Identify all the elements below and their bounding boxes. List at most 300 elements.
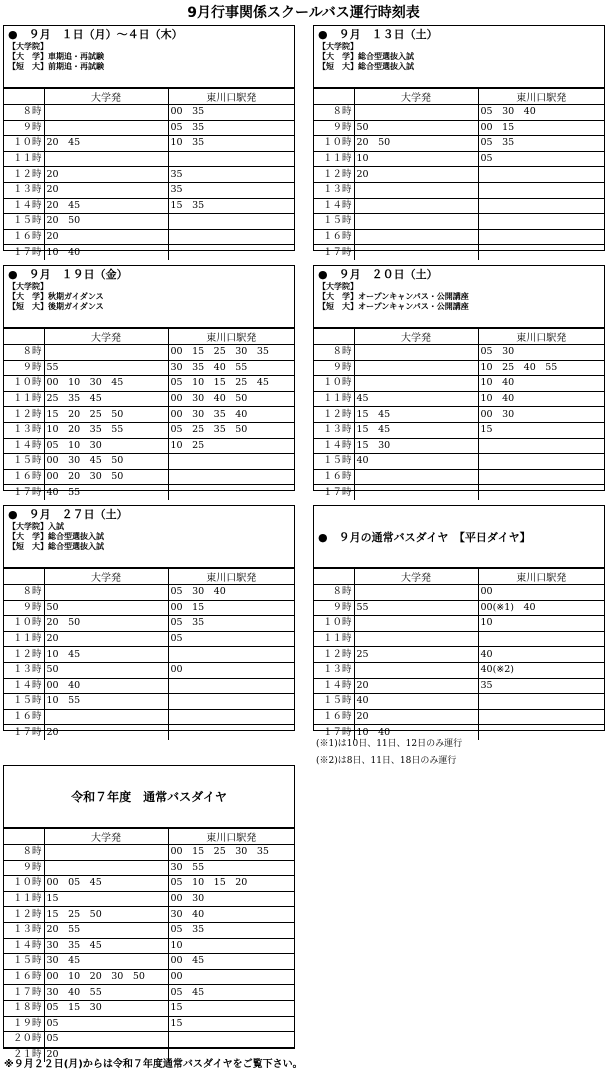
from-station-cell <box>168 1032 294 1048</box>
schedule-event-line: 【短 大】前期追・再試験 <box>8 62 104 71</box>
schedule-sep-13 <box>313 25 605 258</box>
schedule-header <box>314 26 604 88</box>
from-univ-cell: 10 20 35 55 <box>44 422 168 438</box>
from-univ-header: 大学発 <box>44 569 168 585</box>
from-univ-cell: 20 50 <box>44 616 168 632</box>
hour-cell: １７時 <box>4 485 44 500</box>
from-univ-header: 大学発 <box>354 569 478 585</box>
from-univ-cell: 00 30 45 50 <box>44 454 168 470</box>
table-row <box>4 214 294 230</box>
table-row <box>314 631 604 647</box>
schedule-date: ● ９月 １３日（土） <box>318 28 438 41</box>
table-row <box>314 694 604 710</box>
from-univ-cell: 45 <box>354 391 478 407</box>
hour-cell: １５時 <box>4 694 44 710</box>
from-station-header: 東川口駅発 <box>168 569 294 585</box>
from-univ-cell: 20 <box>44 182 168 198</box>
schedule-event-line: 【大 学】秋期ガイダンス <box>8 292 104 301</box>
table-row <box>314 709 604 725</box>
table-row <box>4 647 294 663</box>
hour-cell: ９時 <box>314 120 354 136</box>
from-station-cell <box>168 647 294 663</box>
from-station-cell: 00 35 <box>168 105 294 121</box>
hour-cell: １３時 <box>4 182 44 198</box>
table-row <box>314 214 604 230</box>
from-station-cell: 00 30 35 40 <box>168 407 294 423</box>
table-row <box>314 151 604 167</box>
hour-cell: １５時 <box>314 454 354 470</box>
hour-cell: ９時 <box>4 360 44 376</box>
from-univ-cell: 20 <box>354 167 478 183</box>
column-header-row <box>314 89 604 105</box>
schedule-heading: ● ９月の通常バスダイヤ 【平日ダイヤ】 <box>318 530 531 544</box>
from-station-cell: 35 <box>168 167 294 183</box>
from-station-cell: 00 45 <box>168 954 294 970</box>
from-station-cell: 00 15 <box>168 600 294 616</box>
from-univ-cell: 15 45 <box>354 407 478 423</box>
from-univ-cell <box>354 631 478 647</box>
table-row <box>314 345 604 361</box>
hour-cell: １４時 <box>314 198 354 214</box>
hour-cell: １３時 <box>314 662 354 678</box>
table-row <box>314 438 604 454</box>
table-row <box>314 616 604 632</box>
hour-cell: １２時 <box>4 407 44 423</box>
from-univ-cell: 15 30 <box>354 438 478 454</box>
hour-cell: ８時 <box>4 105 44 121</box>
from-station-cell <box>168 694 294 710</box>
table-row <box>4 182 294 198</box>
from-univ-cell <box>44 345 168 361</box>
from-univ-cell: 25 35 45 <box>44 391 168 407</box>
from-station-cell: 05 30 40 <box>168 585 294 601</box>
table-row <box>4 485 294 500</box>
schedule-event-line: 【大学院】 <box>8 42 48 51</box>
table-row <box>314 229 604 245</box>
from-station-cell <box>478 725 604 740</box>
from-univ-cell: 20 <box>44 229 168 245</box>
hour-cell: ８時 <box>4 845 44 861</box>
note-1: (※1)は10日、11日、12日のみ運行 <box>316 739 463 749</box>
timetable <box>4 568 294 740</box>
from-station-cell <box>478 229 604 245</box>
hour-column-header <box>314 89 354 105</box>
hour-cell: １５時 <box>4 954 44 970</box>
from-univ-cell: 15 25 50 <box>44 907 168 923</box>
from-univ-cell <box>44 151 168 167</box>
hour-cell: １１時 <box>4 891 44 907</box>
hour-cell: ８時 <box>4 585 44 601</box>
hour-cell: ９時 <box>4 860 44 876</box>
table-row <box>4 120 294 136</box>
from-univ-cell: 20 <box>44 1047 168 1062</box>
timetable <box>314 328 604 500</box>
schedule-event-line: 【短 大】総合型選抜入試 <box>8 542 104 551</box>
from-univ-cell: 40 55 <box>44 485 168 500</box>
from-station-cell: 05 10 15 20 <box>168 876 294 892</box>
from-station-cell: 00 15 25 30 35 <box>168 345 294 361</box>
hour-cell: ９時 <box>4 120 44 136</box>
hour-cell: １２時 <box>314 647 354 663</box>
table-row <box>4 407 294 423</box>
table-row <box>4 454 294 470</box>
from-univ-cell: 15 45 <box>354 422 478 438</box>
table-row <box>4 969 294 985</box>
hour-cell: ８時 <box>314 345 354 361</box>
from-univ-cell: 20 45 <box>44 136 168 152</box>
timetable <box>314 88 604 260</box>
hour-cell: １４時 <box>4 438 44 454</box>
schedule-date: ● ９月 １日（月）～４日（木） <box>8 28 183 41</box>
from-univ-cell: 20 45 <box>44 198 168 214</box>
schedule-sep-1-4 <box>3 25 295 258</box>
from-univ-cell: 20 55 <box>44 922 168 938</box>
hour-cell: ２１時 <box>4 1047 44 1062</box>
table-row <box>4 678 294 694</box>
from-univ-cell <box>354 214 478 230</box>
table-row <box>314 407 604 423</box>
hour-cell: １４時 <box>314 438 354 454</box>
from-station-cell: 00 <box>478 585 604 601</box>
schedule-event-line: 【大学院】 <box>318 282 358 291</box>
timetable <box>314 568 604 740</box>
from-station-cell: 10 <box>478 616 604 632</box>
hour-cell: ２０時 <box>4 1032 44 1048</box>
hour-cell: ９時 <box>314 600 354 616</box>
from-station-cell: 05 10 15 25 45 <box>168 376 294 392</box>
table-row <box>314 647 604 663</box>
table-row <box>4 725 294 740</box>
from-univ-header: 大学発 <box>44 89 168 105</box>
table-row <box>4 229 294 245</box>
from-station-cell: 35 <box>478 678 604 694</box>
from-univ-cell <box>44 860 168 876</box>
hour-column-header <box>4 329 44 345</box>
from-station-cell: 05 35 <box>478 136 604 152</box>
table-row <box>314 376 604 392</box>
from-station-cell: 05 45 <box>168 985 294 1001</box>
from-station-cell: 35 <box>168 182 294 198</box>
from-station-cell <box>478 454 604 470</box>
from-station-cell: 05 25 35 50 <box>168 422 294 438</box>
from-univ-cell <box>44 105 168 121</box>
column-header-row <box>4 569 294 585</box>
hour-cell: １１時 <box>314 391 354 407</box>
hour-cell: １１時 <box>4 631 44 647</box>
from-station-cell <box>478 214 604 230</box>
from-station-cell <box>168 485 294 500</box>
from-station-cell: 10 25 <box>168 438 294 454</box>
table-row <box>314 469 604 485</box>
schedule-event-line: 【大学院】入試 <box>8 522 64 531</box>
hour-column-header <box>4 829 44 845</box>
from-univ-cell <box>354 376 478 392</box>
hour-cell: １６時 <box>4 709 44 725</box>
from-station-cell: 05 35 <box>168 616 294 632</box>
table-row <box>4 391 294 407</box>
hour-cell: １４時 <box>314 678 354 694</box>
hour-cell: １８時 <box>4 1000 44 1016</box>
hour-cell: １７時 <box>314 725 354 740</box>
from-univ-cell <box>354 182 478 198</box>
timetable <box>4 328 294 500</box>
from-univ-cell: 20 <box>354 709 478 725</box>
hour-cell: １６時 <box>4 229 44 245</box>
from-univ-cell: 50 <box>44 600 168 616</box>
from-station-header: 東川口駅発 <box>168 329 294 345</box>
table-row <box>4 167 294 183</box>
table-row <box>4 876 294 892</box>
hour-column-header <box>4 89 44 105</box>
from-station-header: 東川口駅発 <box>478 569 604 585</box>
hour-cell: １０時 <box>4 376 44 392</box>
from-univ-cell <box>354 662 478 678</box>
hour-column-header <box>314 569 354 585</box>
from-univ-cell <box>44 845 168 861</box>
from-station-cell: 00 <box>168 662 294 678</box>
hour-cell: １２時 <box>4 167 44 183</box>
table-row <box>4 245 294 260</box>
hour-cell: １３時 <box>4 662 44 678</box>
hour-cell: １７時 <box>314 245 354 260</box>
from-univ-cell: 00 20 30 50 <box>44 469 168 485</box>
footer-note: ※９月２２日(月)からは令和７年度通常バスダイヤをご覧下さい。 <box>4 1059 303 1070</box>
from-station-cell <box>478 182 604 198</box>
from-univ-cell <box>354 585 478 601</box>
from-univ-cell: 20 <box>44 631 168 647</box>
table-row <box>4 360 294 376</box>
from-station-cell: 00 30 40 50 <box>168 391 294 407</box>
hour-cell: １０時 <box>314 376 354 392</box>
table-row <box>4 198 294 214</box>
table-row <box>314 105 604 121</box>
hour-cell: １３時 <box>314 422 354 438</box>
hour-cell: １２時 <box>4 907 44 923</box>
from-station-cell: 00 <box>168 969 294 985</box>
from-univ-cell: 10 40 <box>44 245 168 260</box>
from-univ-cell: 05 10 30 <box>44 438 168 454</box>
hour-cell: １１時 <box>314 151 354 167</box>
from-univ-cell <box>354 229 478 245</box>
from-station-cell: 00 30 <box>478 407 604 423</box>
from-univ-cell: 15 20 25 50 <box>44 407 168 423</box>
from-univ-header: 大学発 <box>354 89 478 105</box>
hour-cell: １１時 <box>314 631 354 647</box>
from-station-cell: 05 35 <box>168 922 294 938</box>
table-row <box>4 376 294 392</box>
table-row <box>4 600 294 616</box>
from-univ-cell: 20 <box>354 678 478 694</box>
hour-cell: １３時 <box>4 922 44 938</box>
hour-cell: １６時 <box>314 709 354 725</box>
from-univ-cell: 25 <box>354 647 478 663</box>
from-univ-cell: 00 05 45 <box>44 876 168 892</box>
table-row <box>4 938 294 954</box>
hour-cell: １２時 <box>314 407 354 423</box>
table-row <box>4 105 294 121</box>
hour-cell: １０時 <box>4 616 44 632</box>
table-row <box>314 422 604 438</box>
schedule-event-line: 【短 大】後期ガイダンス <box>8 302 104 311</box>
hour-cell: １７時 <box>4 245 44 260</box>
from-station-cell <box>168 229 294 245</box>
table-row <box>4 907 294 923</box>
from-station-cell: 05 <box>478 151 604 167</box>
schedule-event-line: 【大学院】 <box>318 42 358 51</box>
table-row <box>4 438 294 454</box>
from-univ-cell: 10 55 <box>44 694 168 710</box>
schedule-header <box>4 506 294 568</box>
hour-cell: １６時 <box>314 469 354 485</box>
table-row <box>4 709 294 725</box>
table-row <box>4 860 294 876</box>
hour-cell: ８時 <box>314 105 354 121</box>
from-univ-cell: 40 <box>354 454 478 470</box>
from-univ-cell <box>354 105 478 121</box>
column-header-row <box>4 329 294 345</box>
from-univ-header: 大学発 <box>354 329 478 345</box>
from-station-cell: 00 30 <box>168 891 294 907</box>
from-univ-cell <box>354 360 478 376</box>
table-row <box>4 922 294 938</box>
from-univ-header: 大学発 <box>44 829 168 845</box>
hour-cell: ８時 <box>314 585 354 601</box>
from-univ-cell <box>44 709 168 725</box>
schedule-sep-19 <box>3 265 295 498</box>
from-station-cell <box>478 631 604 647</box>
from-univ-cell: 50 <box>44 662 168 678</box>
from-univ-cell: 50 <box>354 120 478 136</box>
from-station-header: 東川口駅発 <box>168 829 294 845</box>
timetable <box>4 828 294 1062</box>
table-row <box>314 585 604 601</box>
from-station-cell: 00 15 <box>478 120 604 136</box>
hour-cell: １０時 <box>314 136 354 152</box>
from-univ-cell <box>354 345 478 361</box>
schedule-header <box>4 26 294 88</box>
table-row <box>314 360 604 376</box>
hour-cell: １３時 <box>4 422 44 438</box>
table-row <box>314 600 604 616</box>
from-univ-header: 大学発 <box>44 329 168 345</box>
schedule-sep-20 <box>313 265 605 498</box>
hour-cell: １６時 <box>4 469 44 485</box>
schedule-header <box>4 766 294 828</box>
schedule-sep-normal-weekday <box>313 505 605 738</box>
table-row <box>4 954 294 970</box>
table-row <box>4 1032 294 1048</box>
from-station-header: 東川口駅発 <box>168 89 294 105</box>
table-row <box>314 120 604 136</box>
from-station-cell <box>478 438 604 454</box>
from-station-cell <box>168 214 294 230</box>
table-row <box>314 136 604 152</box>
column-header-row <box>4 829 294 845</box>
from-univ-cell: 05 <box>44 1016 168 1032</box>
table-row <box>4 694 294 710</box>
from-univ-cell <box>44 585 168 601</box>
schedule-event-line: 【大 学】総合型選抜入試 <box>8 532 104 541</box>
from-univ-cell: 05 <box>44 1032 168 1048</box>
from-station-cell: 00(※1) 40 <box>478 600 604 616</box>
schedule-date: ● ９月 ２０日（土） <box>318 268 438 281</box>
hour-cell: １１時 <box>4 151 44 167</box>
note-2: (※2)は8日、11日、18日のみ運行 <box>316 756 457 766</box>
from-station-cell: 05 30 <box>478 345 604 361</box>
hour-cell: １５時 <box>4 214 44 230</box>
from-univ-cell: 10 40 <box>354 725 478 740</box>
from-station-cell <box>478 469 604 485</box>
hour-cell: １０時 <box>314 616 354 632</box>
from-univ-cell <box>354 469 478 485</box>
from-station-cell: 05 <box>168 631 294 647</box>
hour-cell: １０時 <box>4 136 44 152</box>
from-univ-cell: 55 <box>44 360 168 376</box>
hour-cell: １９時 <box>4 1016 44 1032</box>
column-header-row <box>314 329 604 345</box>
from-station-cell: 15 35 <box>168 198 294 214</box>
hour-cell: １２時 <box>4 647 44 663</box>
hour-cell: １１時 <box>4 391 44 407</box>
hour-cell: １０時 <box>4 876 44 892</box>
from-station-cell <box>168 151 294 167</box>
table-row <box>4 422 294 438</box>
from-station-cell <box>478 694 604 710</box>
schedule-event-line: 【大 学】車期追・再試験 <box>8 52 104 61</box>
from-station-cell: 15 <box>168 1016 294 1032</box>
from-univ-cell <box>44 120 168 136</box>
hour-cell: １５時 <box>4 454 44 470</box>
table-row <box>4 585 294 601</box>
from-univ-cell <box>354 245 478 260</box>
table-row <box>4 845 294 861</box>
from-univ-cell <box>354 485 478 500</box>
from-univ-cell: 30 35 45 <box>44 938 168 954</box>
table-row <box>4 1000 294 1016</box>
page-title: 9月行事関係スクールバス運行時刻表 <box>187 5 420 21</box>
table-row <box>314 245 604 260</box>
schedule-event-line: 【大学院】 <box>8 282 48 291</box>
from-univ-cell: 15 <box>44 891 168 907</box>
from-station-cell <box>168 245 294 260</box>
table-row <box>4 616 294 632</box>
column-header-row <box>4 89 294 105</box>
from-univ-cell: 10 <box>354 151 478 167</box>
from-station-cell: 15 <box>478 422 604 438</box>
table-row <box>4 891 294 907</box>
from-univ-cell: 00 10 30 45 <box>44 376 168 392</box>
schedule-event-line: 【大 学】オープンキャンパス・公開講座 <box>318 292 469 301</box>
table-row <box>4 1016 294 1032</box>
schedule-header <box>4 266 294 328</box>
timetable <box>4 88 294 260</box>
schedule-date: ● ９月 １９日（金） <box>8 268 128 281</box>
from-station-cell: 05 30 40 <box>478 105 604 121</box>
from-station-cell <box>168 678 294 694</box>
from-station-cell: 10 35 <box>168 136 294 152</box>
schedule-event-line: 【短 大】オープンキャンパス・公開講座 <box>318 302 469 311</box>
schedule-r7-normal <box>3 765 295 1061</box>
table-row <box>314 454 604 470</box>
from-univ-cell: 00 10 20 30 50 <box>44 969 168 985</box>
from-station-cell: 10 40 <box>478 391 604 407</box>
schedule-sep-27 <box>3 505 295 738</box>
hour-cell: １５時 <box>314 214 354 230</box>
hour-cell: １６時 <box>4 969 44 985</box>
from-univ-cell <box>354 198 478 214</box>
hour-cell: １６時 <box>314 229 354 245</box>
table-row <box>4 985 294 1001</box>
